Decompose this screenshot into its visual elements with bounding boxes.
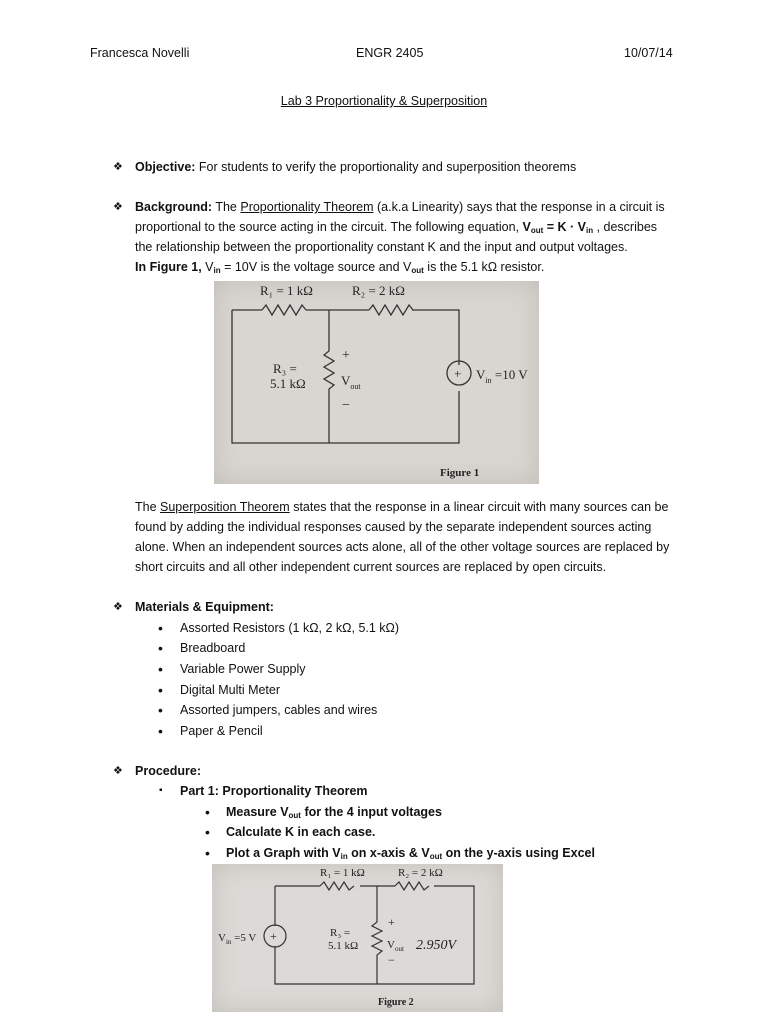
figure-2-circuit [212, 864, 503, 1012]
fig2-r2-label: R₂ = 2 kΩ [398, 867, 443, 879]
procedure-step-2: Calculate K in each case. [226, 825, 376, 839]
background-line-4: In Figure 1, $V_{in} = 10V$ is the voltage source and $V_{out}$ is the 5.1 kΩ resistor. [135, 260, 545, 275]
fig2-vout-label: $V_{out}$ [387, 939, 404, 953]
fig2-caption: Figure 2 [378, 997, 414, 1008]
materials-label: Materials & Equipment: [135, 600, 274, 614]
figure-1-circuit [214, 281, 539, 484]
document-date: 10/07/14 [624, 46, 673, 60]
objective-line [135, 157, 576, 177]
bullet-icon: • [158, 620, 163, 636]
superposition-line-2: found by adding the individual responses caused by the separate independent sources acting [135, 520, 652, 534]
materials-item: Assorted Resistors (1 kΩ, 2 kΩ, 5.1 kΩ) [180, 621, 400, 635]
document-title: Lab 3 Proportionality & Superposition [280, 94, 488, 108]
fig2-vin-label: $V_{in} =5$ V [218, 932, 257, 946]
diamond-bullet-icon: ❖ [113, 161, 123, 173]
fig2-plus-sign: + [388, 915, 395, 929]
procedure-label: Procedure: [135, 764, 201, 778]
diamond-bullet-icon: ❖ [113, 765, 123, 777]
bullet-icon: • [205, 804, 210, 820]
bullet-icon: • [205, 824, 210, 840]
fig1-r3-value: 5.1 kΩ [270, 376, 306, 391]
superposition-line-4: short circuits and all other independent current sources are replaced by open circuits. [135, 560, 607, 574]
author-name: Francesca Novelli [90, 46, 190, 60]
bullet-icon: • [158, 661, 163, 677]
proportionality-theorem-term: Proportionality Theorem [240, 200, 374, 214]
fig1-r2-label: R₂ = 2 kΩ [352, 283, 405, 298]
fig2-r1-label: R₁ = 1 kΩ [320, 867, 365, 879]
diamond-bullet-icon: ❖ [113, 201, 123, 213]
equation: $V_{out} = K \cdot V_{in}$ [522, 220, 594, 235]
fig1-r1-label: R₁ = 1 kΩ [260, 283, 313, 298]
bullet-icon: • [158, 682, 163, 698]
fig2-r3-value: 5.1 kΩ [328, 940, 359, 952]
superposition-line-1: The Superposition Theorem states that the response in a linear circuit with many sources can be [135, 500, 669, 514]
materials-item: Paper & Pencil [180, 724, 263, 738]
background-line-1: Background: The Proportionality Theorem (a.k.a Linearity) says that the response in a circuit is [135, 200, 665, 214]
materials-item: Digital Multi Meter [180, 683, 281, 697]
fig1-caption: Figure 1 [440, 467, 480, 479]
fig2-r3-label: R₃ = [330, 927, 351, 939]
background-line-2: proportional to the source acting in the circuit. The following equation, $V_{out} = K \cdot V_{in}$ , describes [135, 220, 658, 235]
document-header [0, 46, 768, 64]
fig1-vout-label: $V_{out}$ [341, 373, 361, 391]
bullet-icon: • [158, 702, 163, 718]
square-bullet-icon: ▪ [159, 785, 163, 796]
fig1-vin-label: $V_{in} =10$ V [476, 367, 528, 385]
materials-item: Variable Power Supply [180, 662, 306, 676]
bullet-icon: • [205, 845, 210, 861]
superposition-theorem-term: Superposition Theorem [160, 500, 290, 514]
bullet-icon: • [158, 723, 163, 739]
procedure-step-3: Plot a Graph with $V_{in}$ on x-axis & $V_{out}$ on the y-axis using Excel [226, 846, 595, 861]
fig2-minus-sign: − [388, 953, 395, 967]
objective-text: For students to verify the proportionality and superposition theorems [195, 160, 577, 174]
diamond-bullet-icon: ❖ [113, 601, 123, 613]
background-label: Background: [135, 200, 213, 214]
fig2-source-plus-sign: + [270, 929, 277, 943]
fig1-plus-sign: + [342, 348, 350, 363]
fig1-r3-label: R₃ = [273, 361, 297, 376]
course-code: ENGR 2405 [356, 46, 424, 60]
materials-item: Assorted jumpers, cables and wires [180, 703, 378, 717]
materials-item: Breadboard [180, 641, 246, 655]
figure-2-diagram [212, 864, 503, 1012]
bullet-icon: • [158, 640, 163, 656]
objective-label: Objective: [135, 160, 196, 174]
procedure-step-1: Measure $V_{out}$ for the 4 input voltages [226, 805, 442, 820]
fig2-handwritten-measurement: 2.950V [416, 938, 457, 953]
procedure-part-1: Part 1: Proportionality Theorem [180, 784, 368, 798]
fig1-minus-sign: − [342, 398, 350, 413]
background-line-3: the relationship between the proportionality constant K and the input and output voltages. [135, 240, 628, 254]
superposition-line-3: alone. When an independent sources acts alone, all of the other voltage sources are replaced by [135, 540, 670, 554]
figure-1-diagram [214, 281, 539, 484]
fig1-source-plus-sign: + [454, 366, 462, 381]
